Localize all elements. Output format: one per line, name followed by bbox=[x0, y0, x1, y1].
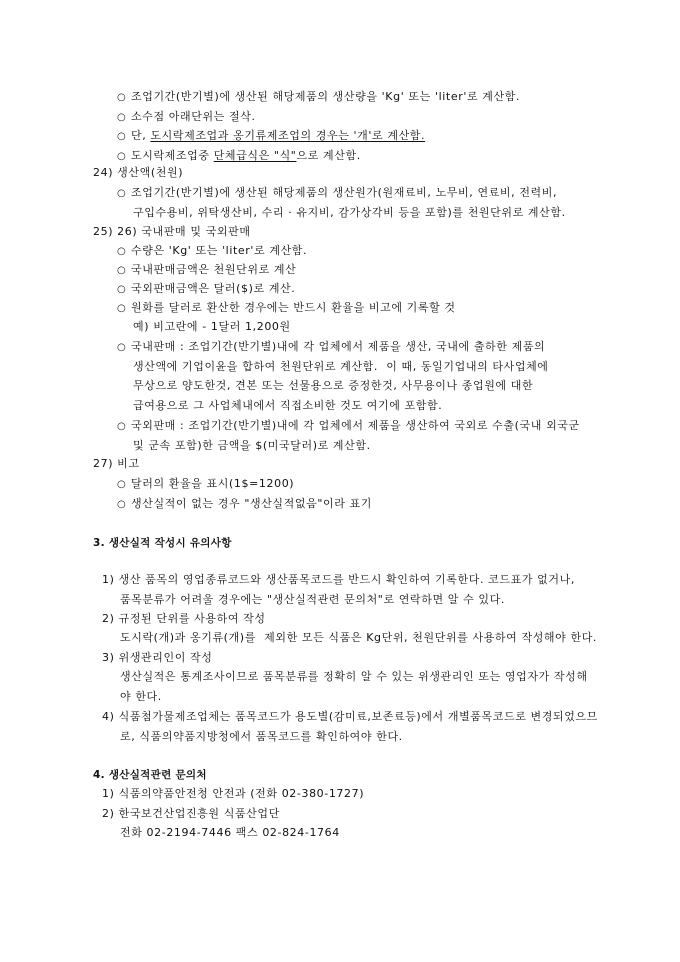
quantity-note-3 bbox=[117, 129, 425, 143]
note-text: 조업기간(반기별)에 생산된 해당제품의 생산량을 'Kg' 또는 'liter'로 계산함. bbox=[131, 90, 521, 103]
item-24-heading: 24) 생산액(천원) bbox=[93, 166, 184, 179]
domestic-sales-note-cont: 생산액에 기업이윤을 합하여 천원단위로 계산함. 이 때, 동일기업내의 타사업체에 bbox=[133, 360, 549, 373]
bullet-circle: ○ bbox=[117, 342, 126, 353]
bullet-circle: ○ bbox=[117, 303, 126, 314]
note-text: 소수점 아래단위는 절삭. bbox=[131, 110, 256, 123]
underlined-text: 단체급식은 "식" bbox=[213, 149, 297, 162]
sales-note-3 bbox=[117, 282, 295, 296]
bullet-circle: ○ bbox=[117, 265, 126, 276]
production-cost-note bbox=[117, 186, 557, 200]
note-text: 국외판매금액은 달러($)로 계산. bbox=[131, 282, 296, 295]
remarks-note-1 bbox=[117, 477, 294, 491]
note-text: 국내판매 : 조업기간(반기별)내에 각 업체에서 제품을 생산, 국내에 출하한 제품의 bbox=[131, 340, 546, 353]
domestic-sales-note-cont: 급여용으로 그 사업체내에서 직접소비한 것도 여기에 포함함. bbox=[133, 399, 443, 412]
note-text: 생산실적이 없는 경우 "생산실적없음"이라 표기 bbox=[131, 497, 372, 510]
remarks-note-2 bbox=[117, 497, 372, 511]
section-3-item-1: 1) 생산 품목의 영업종류코드와 생산품목코드를 반드시 확인하여 기록한다. 코드표가 없거나, bbox=[102, 573, 575, 586]
note-text: 국내판매금액은 천원단위로 계산 bbox=[131, 263, 297, 276]
quantity-note-2 bbox=[117, 110, 256, 124]
section-3-item-4: 4) 식품첨가물제조업체는 품목코드가 용도별(감미료,보존료등)에서 개별품목코드로 변경되었으므 bbox=[102, 710, 598, 723]
note-text: 으로 계산함. bbox=[296, 149, 361, 162]
section-3-item-2: 2) 규정된 단위를 사용하여 작성 bbox=[102, 612, 266, 625]
bullet-circle: ○ bbox=[117, 284, 126, 295]
bullet-circle: ○ bbox=[117, 479, 126, 490]
bullet-circle: ○ bbox=[117, 151, 126, 162]
bullet-circle: ○ bbox=[117, 499, 126, 510]
sales-note-4-example: 예) 비고란에 - 1달러 1,200원 bbox=[133, 320, 291, 333]
section-4-item-2-contact: 전화 02-2194-7446 팩스 02-824-1764 bbox=[120, 826, 340, 839]
note-text: 도시락제조업중 bbox=[131, 149, 214, 162]
section-3-item-2-cont: 도시락(개)과 옹기류(개)를 제외한 모든 식품은 Kg단위, 천원단위를 사용하여 작성해야 한다. bbox=[120, 631, 598, 644]
production-cost-note-cont: 구입수용비, 위탁생산비, 수리 · 유지비, 감가상각비 등을 포함)를 천원단위로 계산함. bbox=[133, 206, 566, 219]
quantity-note-4 bbox=[117, 149, 361, 163]
section-3-item-3: 3) 위생관리인이 작성 bbox=[102, 651, 213, 664]
bullet-circle: ○ bbox=[117, 112, 126, 123]
underlined-text: 도시락제조업과 옹기류제조업의 경우는 '개'로 계산함. bbox=[150, 129, 426, 142]
sales-note-1 bbox=[117, 244, 307, 258]
bullet-circle: ○ bbox=[117, 131, 126, 142]
section-3-title: 3. 생산실적 작성시 유의사항 bbox=[93, 537, 232, 549]
section-4-title: 4. 생산실적관련 문의처 bbox=[93, 769, 207, 781]
bullet-circle: ○ bbox=[117, 421, 126, 432]
bullet-circle: ○ bbox=[117, 246, 126, 257]
sales-note-2 bbox=[117, 263, 296, 277]
bullet-circle: ○ bbox=[117, 188, 126, 199]
note-text: 원화를 달러로 환산한 경우에는 반드시 환율을 비고에 기록할 것 bbox=[131, 301, 456, 314]
section-3-item-4-cont: 로, 식품의약품지방청에서 품목코드를 확인하여야 한다. bbox=[120, 730, 403, 743]
export-sales-note bbox=[117, 419, 580, 433]
note-text: 단, bbox=[131, 129, 151, 142]
section-3-item-3-cont: 생산실적은 통계조사이므로 품목분류를 정확히 알 수 있는 위생관리인 또는 영업자가 작성해 bbox=[120, 670, 588, 683]
domestic-sales-note bbox=[117, 340, 545, 354]
note-text: 국외판매 : 조업기간(반기별)내에 각 업체에서 제품을 생산하여 국외로 수출(국내 외국군 bbox=[131, 419, 580, 432]
section-4-item-2: 2) 한국보건산업진흥원 식품산업단 bbox=[102, 807, 280, 820]
sales-note-4 bbox=[117, 301, 456, 315]
domestic-sales-note-cont: 무상으로 양도한것, 견본 또는 선물용으로 증정한것, 사무용이나 종업원에 대한 bbox=[133, 379, 534, 392]
section-4-item-1: 1) 식품의약품안전청 안전과 (전화 02-380-1727) bbox=[102, 787, 365, 800]
item-27-heading: 27) 비고 bbox=[93, 457, 140, 470]
item-25-26-heading: 25) 26) 국내판매 및 국외판매 bbox=[93, 225, 251, 238]
section-3-item-1-cont: 품목분류가 어려울 경우에는 "생산실적관련 문의처"로 연락하면 알 수 있다. bbox=[120, 593, 505, 606]
note-text: 달러의 환율을 표시(1$=1200) bbox=[131, 477, 295, 490]
note-text: 수량은 'Kg' 또는 'liter'로 계산함. bbox=[131, 244, 308, 257]
bullet-circle: ○ bbox=[117, 92, 126, 103]
note-text: 조업기간(반기별)에 생산된 해당제품의 생산원가(원재료비, 노무비, 연료비, 전력비, bbox=[131, 186, 558, 199]
section-3-item-3-cont: 야 한다. bbox=[120, 690, 162, 703]
quantity-note-1 bbox=[117, 90, 520, 104]
export-sales-note-cont: 및 군속 포함)한 금액을 $(미국달러)로 계산함. bbox=[133, 439, 371, 452]
